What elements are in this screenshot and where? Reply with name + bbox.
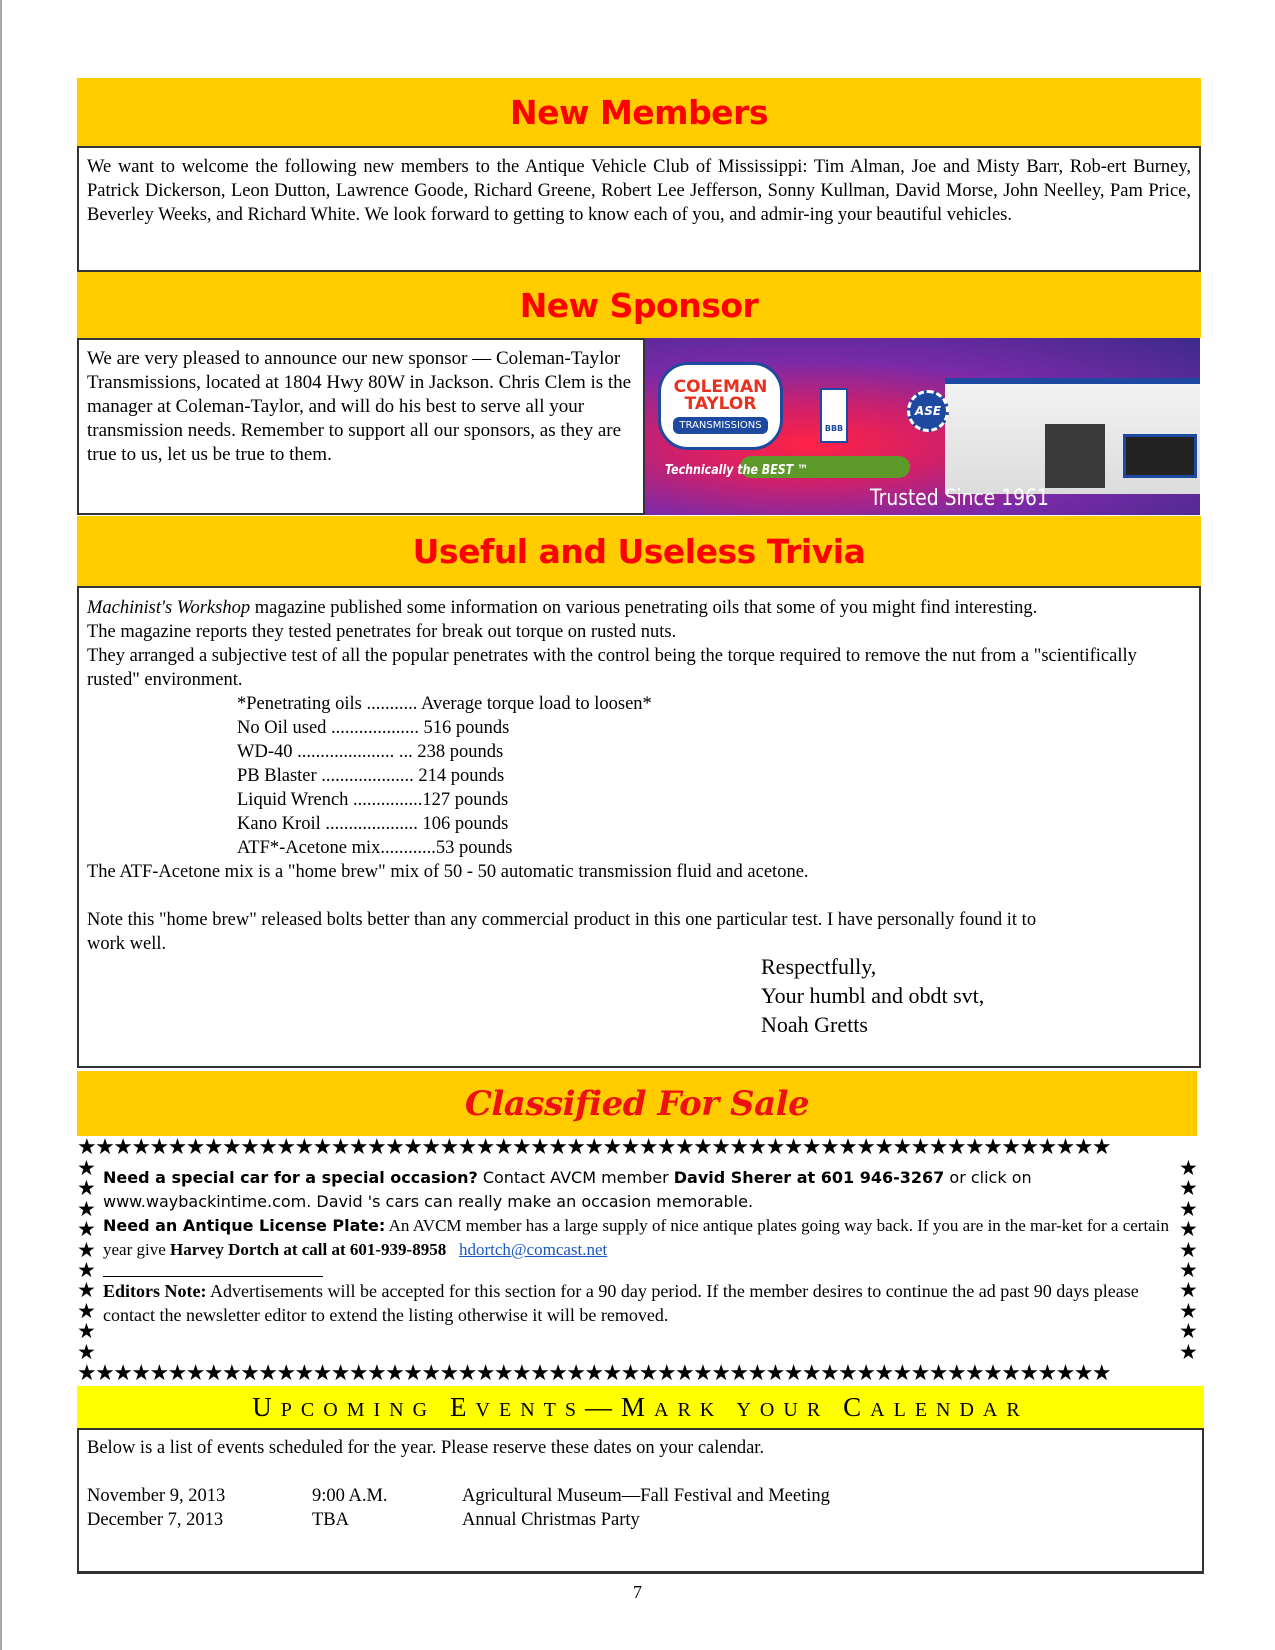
title-rest: ARK YOUR [654, 1398, 844, 1421]
home-brew-note: Note this "home brew" released bolts better than any commercial product in this one particular test. I have personally found it to work well. [87, 910, 1037, 954]
new-members-box [77, 146, 1201, 272]
trivia-title: Useful and Useless Trivia [412, 531, 866, 571]
classified-ad-car [103, 1166, 1173, 1214]
oil-item: Liquid Wrench ...............127 pounds [237, 790, 509, 810]
oil-item: WD-40 ..................... ... 238 pounds [237, 742, 504, 762]
sponsor-ad-image [645, 338, 1200, 515]
logo-line-1: COLEMAN [673, 376, 768, 397]
oil-item: Kano Kroil .................... 106 pounds [237, 814, 509, 834]
title-dash: — [584, 1391, 621, 1422]
ad-car-heading: Need a special car for a special occasion? [103, 1168, 478, 1187]
classified-ads [103, 1166, 1173, 1327]
signature-line: Respectfully, [761, 954, 877, 979]
spacer [87, 884, 1191, 908]
bbb-badge-icon [820, 388, 848, 443]
trivia-header [77, 516, 1201, 586]
event-date: December 7, 2013 [87, 1510, 224, 1530]
shop-building [945, 378, 1200, 494]
oil-item: PB Blaster .................... 214 pounds [237, 766, 505, 786]
oil-list [237, 692, 1191, 860]
new-sponsor-box [77, 338, 645, 515]
star-border-top: ★★★★★★★★★★★★★★★★★★★★★★★★★★★★★★★★★★★★★★★★★★★★★★★★★★★★★★★★★ [77, 1136, 1110, 1158]
events-intro: Below is a list of events scheduled for the year. Please reserve these dates on your calendar. [87, 1438, 765, 1458]
spacer [87, 1460, 1194, 1484]
logo-line-3: TRANSMISSIONS [673, 417, 767, 434]
page-number: 7 [633, 1582, 642, 1602]
classified-ad-plate [103, 1214, 1173, 1262]
coleman-taylor-logo [658, 362, 783, 450]
title-rest: PCOMING [280, 1398, 451, 1421]
star-border-right: ★ ★ ★ ★ ★ ★ ★ ★ ★ ★ [1179, 1158, 1198, 1362]
title-rest: ALENDAR [870, 1398, 1029, 1421]
ad-plate-text: An AVCM member has a large supply of nice antique plates going way back. If you are in the mar-ket for a certain year give [103, 1216, 1169, 1259]
logo-line-2: TAYLOR [684, 393, 757, 414]
events-header [77, 1386, 1204, 1428]
oil-item: No Oil used ................... 516 pounds [237, 718, 510, 738]
event-row [87, 1508, 1194, 1532]
title-cap: C [843, 1391, 871, 1422]
ase-label: ASE [914, 404, 942, 418]
star-border-bottom: ★★★★★★★★★★★★★★★★★★★★★★★★★★★★★★★★★★★★★★★★★★★★★★★★★★★★★★★★★ [77, 1362, 1110, 1384]
new-members-text: We want to welcome the following new members to the Antique Vehicle Club of Mississippi: Tim Alman, Joe and Misty Barr, Rob-ert Burney, Patrick Dickerson, Leon Dutton, Lawrence Goode, Richard Greene, Robert Lee Jefferson, Sonny Kullman, David Morse, John Neelley, Pam Price, Beverley Weeks, and Richard White. We look forward to getting to know each of you, and admir-ing your beautiful vehicles. [87, 157, 1191, 225]
title-rest: VENTS [475, 1398, 585, 1421]
oil-list-header: *Penetrating oils ........... Average torque load to loosen* [237, 694, 652, 714]
trivia-line-2: The magazine reports they tested penetrates for break out torque on rusted nuts. [87, 622, 677, 642]
new-sponsor-title: New Sponsor [519, 285, 759, 325]
shop-door [1045, 424, 1105, 488]
classified-star-border [77, 1136, 1201, 1384]
event-date: November 9, 2013 [87, 1486, 226, 1506]
title-cap: M [620, 1391, 654, 1422]
title-cap: E [450, 1391, 476, 1422]
new-sponsor-text: We are very pleased to announce our new sponsor — Coleman-Taylor Transmissions, located at 1804 Hwy 80W in Jackson. Chris Clem is the manager at Coleman-Taylor, and will do his best to serve all your transmission needs. Remember to support all our sponsors, as they are true to us, let us be true to them. [87, 348, 632, 465]
new-members-header [77, 78, 1201, 146]
page-edge [0, 0, 2, 1650]
shop-window [1123, 434, 1197, 478]
ad-car-contact: David Sherer at 601 946-3267 [673, 1168, 945, 1187]
editors-note-label: Editors Note: [103, 1281, 207, 1301]
events-box [77, 1428, 1204, 1574]
trivia-box [77, 586, 1201, 1068]
ad-car-text-2: or click on www.waybackintime.com. David 's cars can really make an occasion memorable. [103, 1168, 1032, 1211]
trivia-intro [87, 596, 1191, 620]
editors-note [103, 1279, 1173, 1327]
new-members-title: New Members [509, 92, 768, 132]
event-time: 9:00 A.M. [312, 1486, 388, 1506]
trivia-line-3: They arranged a subjective test of all the popular penetrates with the control being the torque required to remove the nut from a "scientifically rusted" environment. [87, 646, 1137, 690]
events-title [252, 1392, 1028, 1423]
trivia-intro-rest: magazine published some information on various penetrating oils that some of you might find interesting. [250, 598, 1038, 618]
email-link[interactable]: hdortch@comcast.net [458, 1240, 608, 1259]
bbb-label: BBB [824, 424, 844, 433]
divider [103, 1262, 323, 1277]
editors-note-text: Advertisements will be accepted for this section for a 90 day period. If the member desires to continue the ad past 90 days please contact the newsletter editor to extend the listing otherwise it will be removed. [103, 1281, 1139, 1325]
ase-badge-icon [907, 390, 949, 432]
new-sponsor-header [77, 272, 1201, 338]
ad-tagline: Technically the BEST ™ [665, 463, 809, 478]
ad-trusted-since: Trusted Since 1961 [870, 486, 1049, 511]
signature [761, 952, 984, 1039]
star-border-left: ★ ★ ★ ★ ★ ★ ★ ★ ★ ★ [77, 1158, 96, 1362]
title-cap: U [252, 1391, 281, 1422]
ad-plate-contact: Harvey Dortch at call at 601-939-8958 [170, 1240, 447, 1259]
oil-item: ATF*-Acetone mix............53 pounds [237, 838, 513, 858]
magazine-name: Machinist's Workshop [87, 598, 251, 618]
classified-title: Classified For Sale [464, 1083, 810, 1124]
event-time: TBA [312, 1510, 349, 1530]
ad-car-text: Contact AVCM member [477, 1168, 674, 1187]
classified-header [77, 1071, 1197, 1136]
event-name: Agricultural Museum—Fall Festival and Meeting [462, 1486, 830, 1506]
ad-plate-heading: Need an Antique License Plate: [103, 1216, 386, 1235]
event-row [87, 1484, 1194, 1508]
event-name: Annual Christmas Party [462, 1510, 640, 1530]
atf-note: The ATF-Acetone mix is a "home brew" mix of 50 - 50 automatic transmission fluid and acetone. [87, 862, 809, 882]
signature-name: Noah Gretts [761, 1012, 868, 1037]
signature-line: Your humbl and obdt svt, [761, 983, 985, 1008]
